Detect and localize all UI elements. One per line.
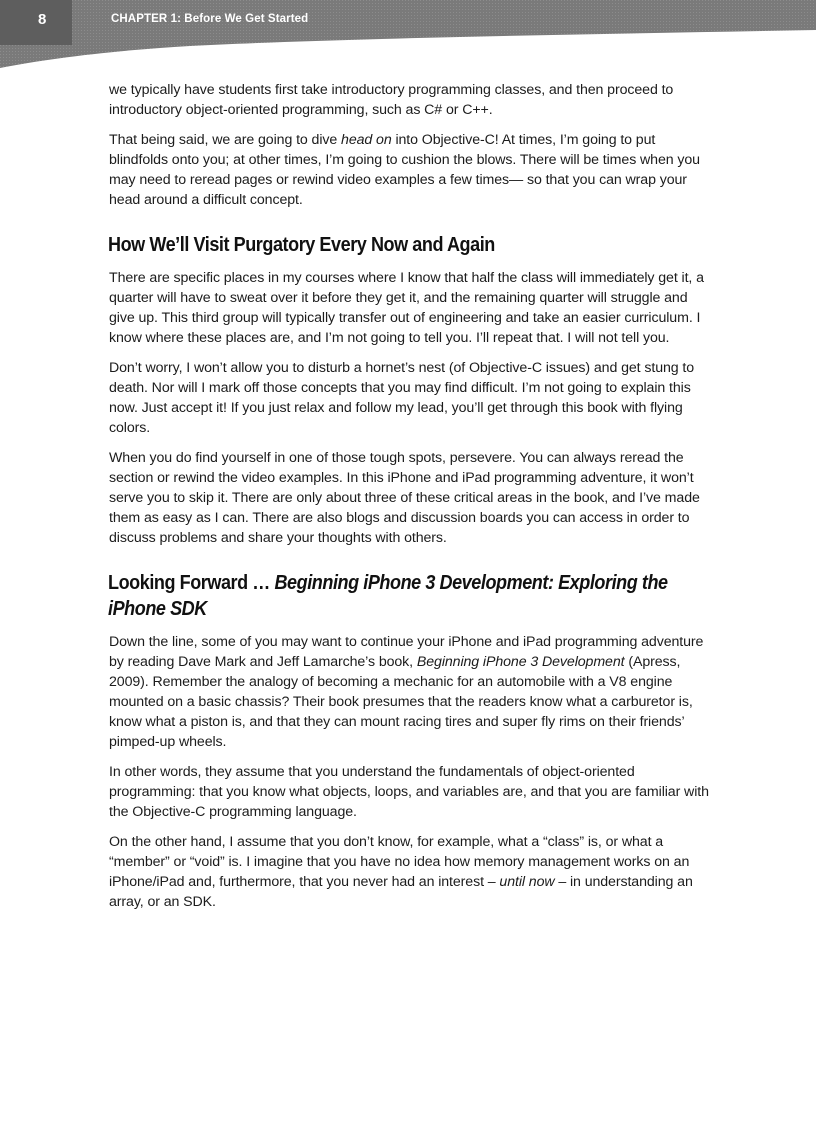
looking-forward-paragraph-1-text-b: (Apress, 2009). Remember the analogy of becoming a mechanic for an automobile with a V8 engine mounted on a basic chassis? Their book presumes that the readers know what a carburetor is, know what a piston is, and that they can mount racing tires and super fly rims on their friends’ pimped-up wheels. [109,654,693,750]
section-heading-looking-forward-plain: Looking Forward … [108,571,275,594]
book-title-emphasis: Beginning iPhone 3 Development [416,654,625,670]
looking-forward-paragraph-3 [109,832,709,912]
looking-forward-paragraph-2: In other words, they assume that you understand the fundamentals of object-oriented programming: that you know what objects, loops, and variables are, and that you are familiar with the Objective-C programming language. [109,764,709,820]
intro-paragraph-2-text-a: That being said, we are going to dive [109,132,342,148]
page-body [109,80,709,922]
until-now-emphasis: until now [499,874,555,890]
purgatory-paragraph-2: Don’t worry, I won’t allow you to disturb a hornet’s nest (of Objective-C issues) and get stung to death. Nor will I mark off those concepts that you may find difficult. I’m not going to explain this now. Just accept it! If you just relax and follow my lead, you’ll get through this book with flying colors. [109,360,695,436]
looking-forward-paragraph-3-text-b: – in understanding an array, or an SDK. [109,874,693,910]
chapter-title: CHAPTER 1: Before We Get Started [111,13,309,25]
section-heading-looking-forward [108,570,710,622]
page-number: 8 [38,11,47,28]
header-bar-shape [0,0,816,78]
intro-paragraph-1: we typically have students first take introductory programming classes, and then proceed to introductory object-oriented programming, such as C# or C++. [109,82,674,118]
looking-forward-paragraph-3-text-a: On the other hand, I assume that you don’t know, for example, what a “class” is, or what a “member” or “void” is. I imagine that you have no idea how memory management works on an iPhone/iPad and, furthermore, that you never had an interest – [109,834,690,890]
looking-forward-paragraph-1-text-a: Down the line, some of you may want to continue your iPhone and iPad programming adventure by reading Dave Mark and Jeff Lamarche’s book, [109,634,704,670]
intro-paragraph-2-emphasis: head on [341,132,392,148]
purgatory-paragraph-1: There are specific places in my courses where I know that half the class will immediately get it, a quarter will have to sweat over it before they get it, and the remaining quarter will struggle and give up. This third group will typically transfer out of engineering and take an easier curriculum. I know where these places are, and I’m not going to tell you. I’ll repeat that. I will not tell you. [109,270,704,346]
looking-forward-paragraph-1 [109,632,709,752]
intro-paragraph-2 [109,130,709,210]
section-heading-purgatory: How We’ll Visit Purgatory Every Now and Again [108,233,495,256]
running-header [0,0,816,78]
intro-paragraph-2-text-b: into Objective-C! At times, I’m going to put blindfolds onto you; at other times, I’m going to cushion the blows. There will be times when you may need to reread pages or rewind video examples a few times— so that you can wrap your head around a difficult concept. [109,132,700,208]
section-heading-looking-forward-italic: Beginning iPhone 3 Development: Exploring the iPhone SDK [108,571,668,620]
purgatory-paragraph-3: When you do find yourself in one of those tough spots, persevere. You can always reread the section or rewind the video examples. In this iPhone and iPad programming adventure, it won’t serve you to skip it. There are only about three of these critical areas in the book, and I’ve made them as easy as I can. There are also blogs and discussion boards you can access in order to discuss problems and share your thoughts with others. [109,450,700,546]
